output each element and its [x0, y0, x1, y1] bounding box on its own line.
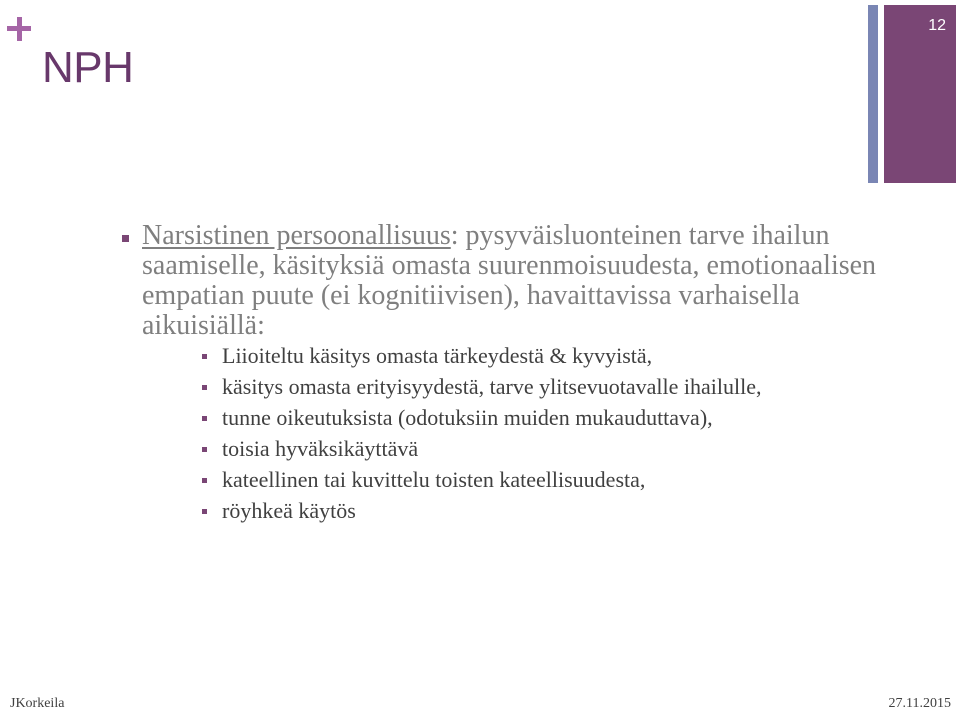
- sub-bullet: [202, 438, 912, 460]
- square-bullet-icon: [202, 478, 207, 483]
- slide-title: NPH: [42, 43, 134, 92]
- footer-date: 27.11.2015: [888, 696, 951, 711]
- sub-bullet: [202, 376, 912, 398]
- sub-bullet-text: röyhkeä käytös: [222, 498, 356, 523]
- footer-author: JKorkeila: [10, 696, 65, 711]
- slide-number: 12: [928, 17, 946, 34]
- decor-bar-main: [884, 5, 956, 183]
- sub-bullet: [202, 407, 912, 429]
- main-heading: Narsistinen persoonallisuus: [142, 220, 451, 251]
- square-bullet-icon: [202, 447, 207, 452]
- plus-icon: [4, 14, 34, 44]
- sub-bullet: [202, 469, 912, 491]
- main-bullet: [122, 221, 912, 341]
- square-bullet-icon: [122, 235, 129, 242]
- square-bullet-icon: [202, 385, 207, 390]
- sub-bullet: [202, 345, 912, 367]
- sub-bullet-text: käsitys omasta erityisyydestä, tarve ylitsevuotavalle ihailulle,: [222, 374, 762, 399]
- main-text: pysyväisluonteinen tarve ihailun saamiselle, käsityksiä omasta suurenmoisuudesta, emotionaalisen empatian puute (ei kognitiivisen), havaittavissa varhaisella aikuisiällä:: [142, 220, 877, 341]
- square-bullet-icon: [202, 509, 207, 514]
- square-bullet-icon: [202, 354, 207, 359]
- slide-content: [122, 221, 912, 531]
- main-colon: :: [450, 220, 459, 251]
- square-bullet-icon: [202, 416, 207, 421]
- sub-bullet-text: toisia hyväksikäyttävä: [222, 436, 419, 461]
- decor-bar-thin: [868, 5, 878, 183]
- sub-bullet-text: kateellinen tai kuvittelu toisten kateellisuudesta,: [222, 467, 646, 492]
- sub-bullet-list: [122, 345, 912, 522]
- sub-bullet-text: tunne oikeutuksista (odotuksiin muiden mukauduttava),: [222, 405, 713, 430]
- sub-bullet: [202, 500, 912, 522]
- sub-bullet-text: Liioiteltu käsitys omasta tärkeydestä & kyvyistä,: [222, 343, 653, 368]
